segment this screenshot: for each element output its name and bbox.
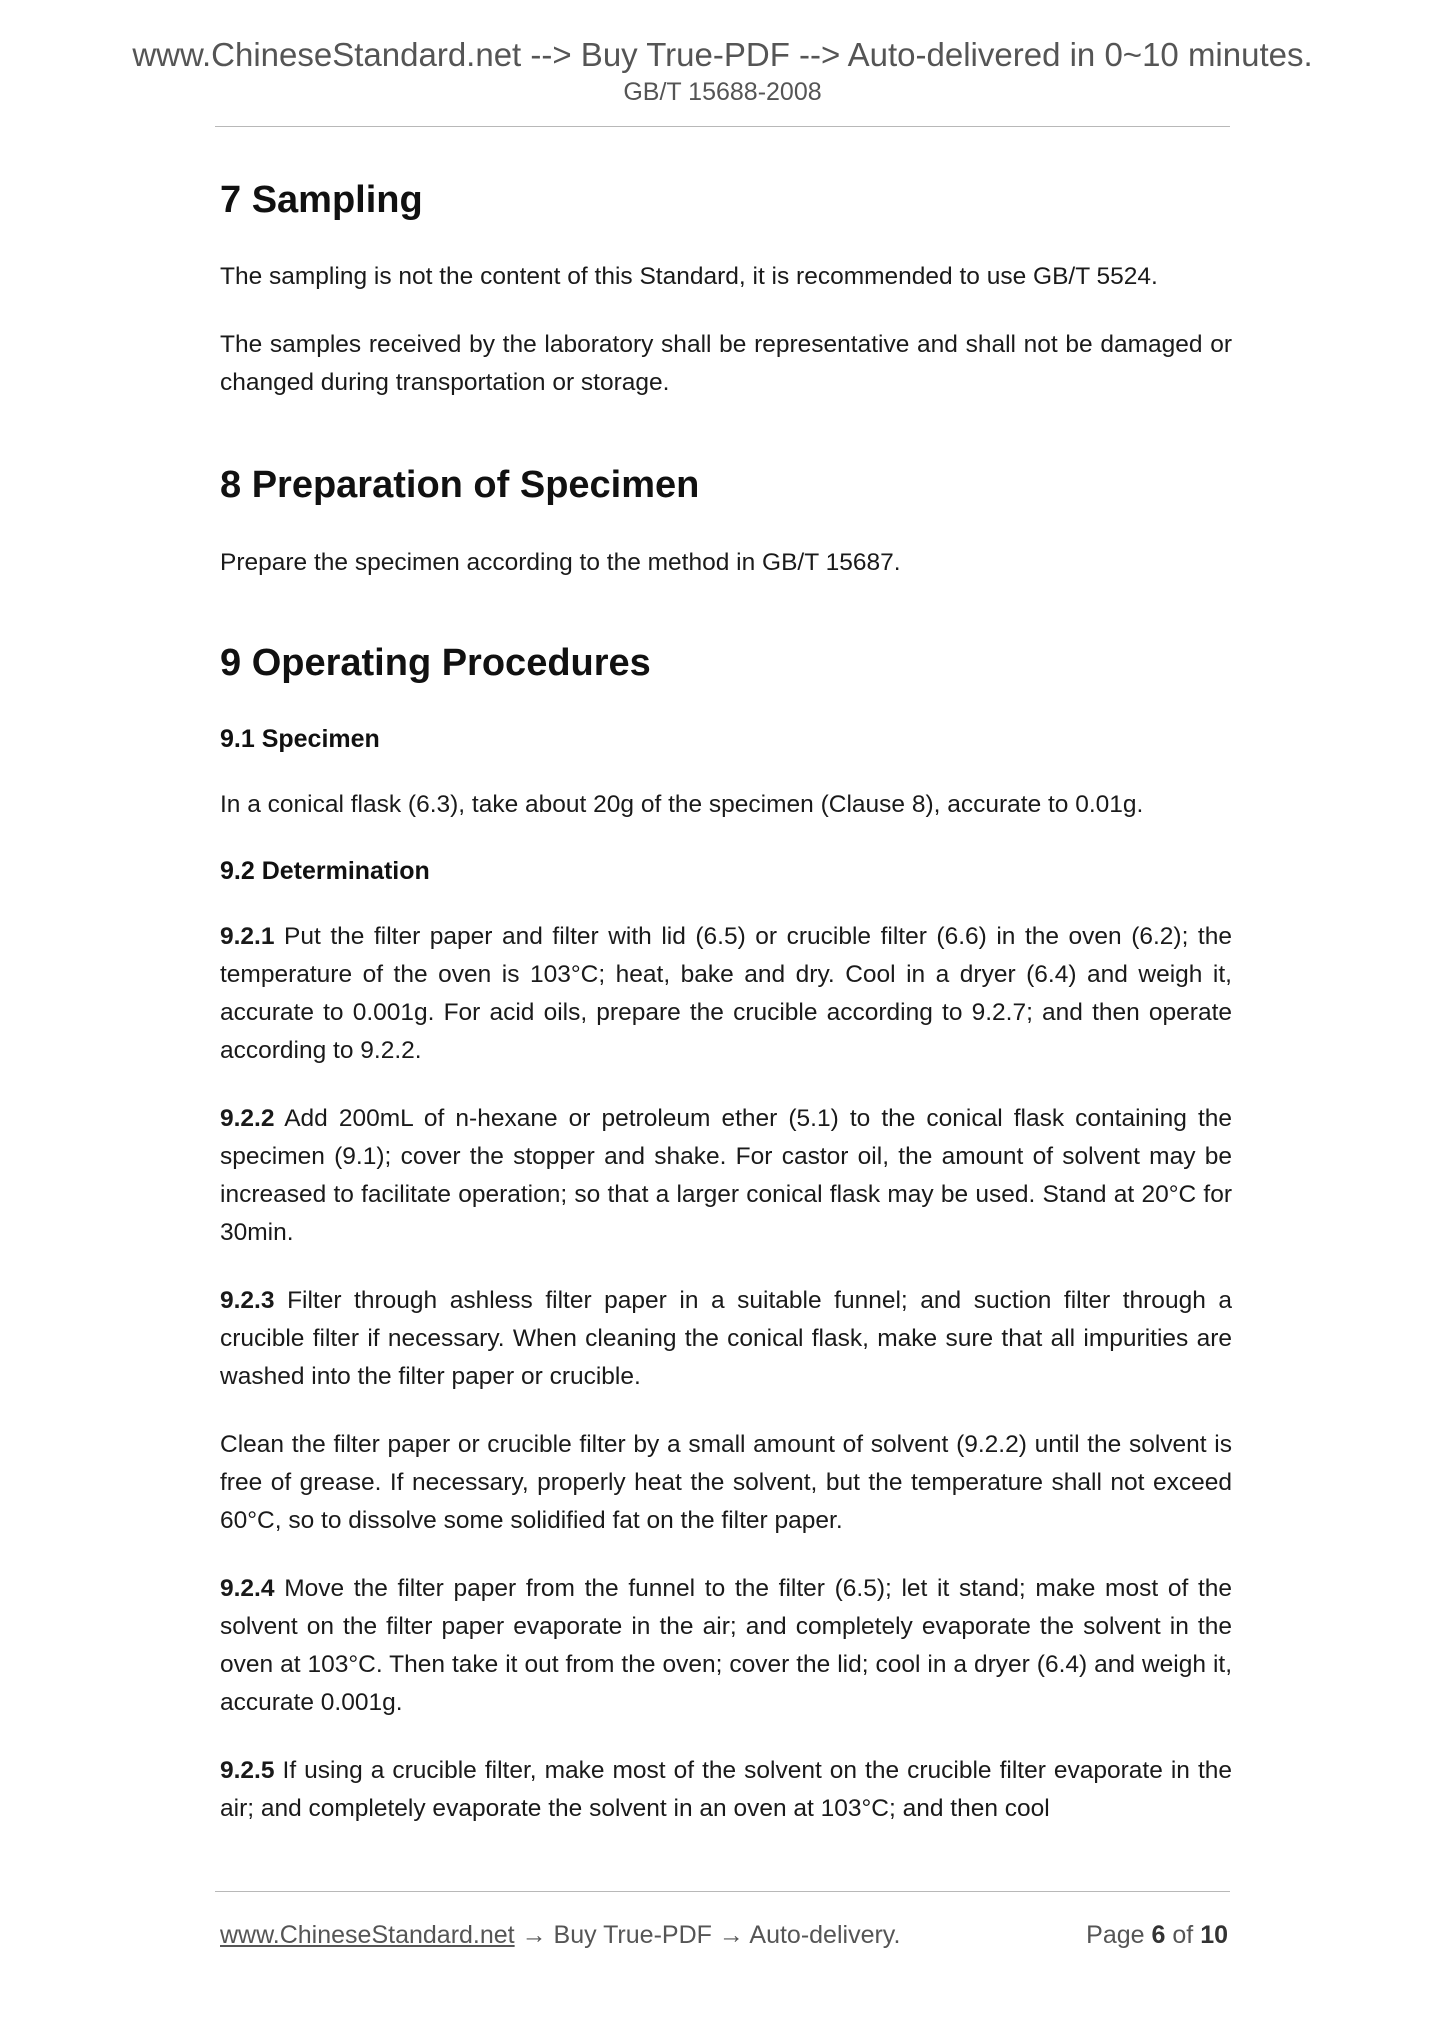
clause-number: 9.2.1 (220, 922, 275, 950)
clause-text: Move the filter paper from the funnel to the filter (6.5); let it stand; make most of the solvent on the filter paper evaporate in the air; and completely evaporate the solvent in the oven at 103°C. Then take it out from the oven; cover the lid; cool in a dryer (6.4) and weigh it, accurate 0.001g. (220, 1574, 1233, 1716)
page-body (220, 178, 1232, 1828)
footer-site-link[interactable]: www.ChineseStandard.net (220, 1921, 515, 1949)
page-indicator (1086, 1920, 1228, 1950)
section-9-title: 9 Operating Procedures (220, 642, 651, 685)
clause-9-1-title: 9.1 Specimen (220, 724, 380, 753)
total-pages: 10 (1200, 1921, 1228, 1949)
section-8-paragraph-1: Prepare the specimen according to the method in GB/T 15687. (220, 549, 901, 577)
clause-text: If using a crucible filter, make most of the solvent on the crucible filter evaporate in the air; and completely evaporate the solvent in an oven at 103°C; and then cool (220, 1756, 1232, 1822)
clause-text: Filter through ashless filter paper in a suitable funnel; and suction filter through a crucible filter if necessary. When cleaning the conical flask, make sure that all impurities are washed into the filter paper or crucible. (220, 1286, 1232, 1390)
clause-9-2-title: 9.2 Determination (220, 857, 430, 886)
footer-divider (215, 1891, 1230, 1892)
clause-9-2-1-paragraph (220, 918, 1232, 1070)
clause-number: 9.2.2 (220, 1104, 275, 1132)
clause-number: 9.2.3 (220, 1286, 275, 1314)
section-7-paragraph-2: The samples received by the laboratory shall be representative and shall not be damaged or changed during transportation or storage. (220, 330, 1232, 396)
header-banner: www.ChineseStandard.net --> Buy True-PDF --> Auto-delivered in 0~10 minutes. (132, 36, 1313, 73)
clause-9-2-5-paragraph (220, 1752, 1232, 1828)
clause-number: 9.2.4 (220, 1574, 275, 1602)
section-7-paragraph-1: The sampling is not the content of this Standard, it is recommended to use GB/T 5524. (220, 262, 1158, 290)
clause-9-2-3-paragraph-2: Clean the filter paper or crucible filter by a small amount of solvent (9.2.2) until the solvent is free of grease. If necessary, properly heat the solvent, but the temperature shall not exceed 60°C, so to dissolve some solidified fat on the filter paper. (220, 1430, 1232, 1534)
page-footer (220, 1920, 1232, 1950)
header-divider (215, 126, 1230, 127)
clause-text: Add 200mL of n-hexane or petroleum ether (5.1) to the conical flask containing the specimen (9.1); cover the stopper and shake. For castor oil, the amount of solvent may be increased to facilitate operation; so that a larger conical flask may be used. Stand at 20°C for 30min. (220, 1104, 1232, 1246)
clause-9-2-2-paragraph (220, 1100, 1232, 1252)
footer-purchase-text: → Buy True-PDF → Auto-delivery. (514, 1921, 901, 1949)
clause-9-2-4-paragraph (220, 1570, 1232, 1722)
section-7-title: 7 Sampling (220, 179, 423, 221)
document-code: GB/T 15688-2008 (623, 78, 822, 106)
current-page-number: 6 (1151, 1921, 1166, 1949)
section-8-title: 8 Preparation of Specimen (220, 463, 700, 506)
page-word: Page (1086, 1921, 1145, 1949)
clause-9-2-3-paragraph (220, 1282, 1232, 1396)
of-word: of (1172, 1921, 1194, 1949)
clause-9-1-paragraph: In a conical flask (6.3), take about 20g of the specimen (Clause 8), accurate to 0.01g. (220, 791, 1144, 819)
clause-text: Put the filter paper and filter with lid (6.5) or crucible filter (6.6) in the oven (6.2); the temperature of the oven is 103°C; heat, bake and dry. Cool in a dryer (6.4) and weigh it, accurate to 0.001g. For acid oils, prepare the crucible according to 9.2.7; and then operate according to 9.2.2. (220, 922, 1232, 1064)
clause-number: 9.2.5 (220, 1756, 275, 1784)
